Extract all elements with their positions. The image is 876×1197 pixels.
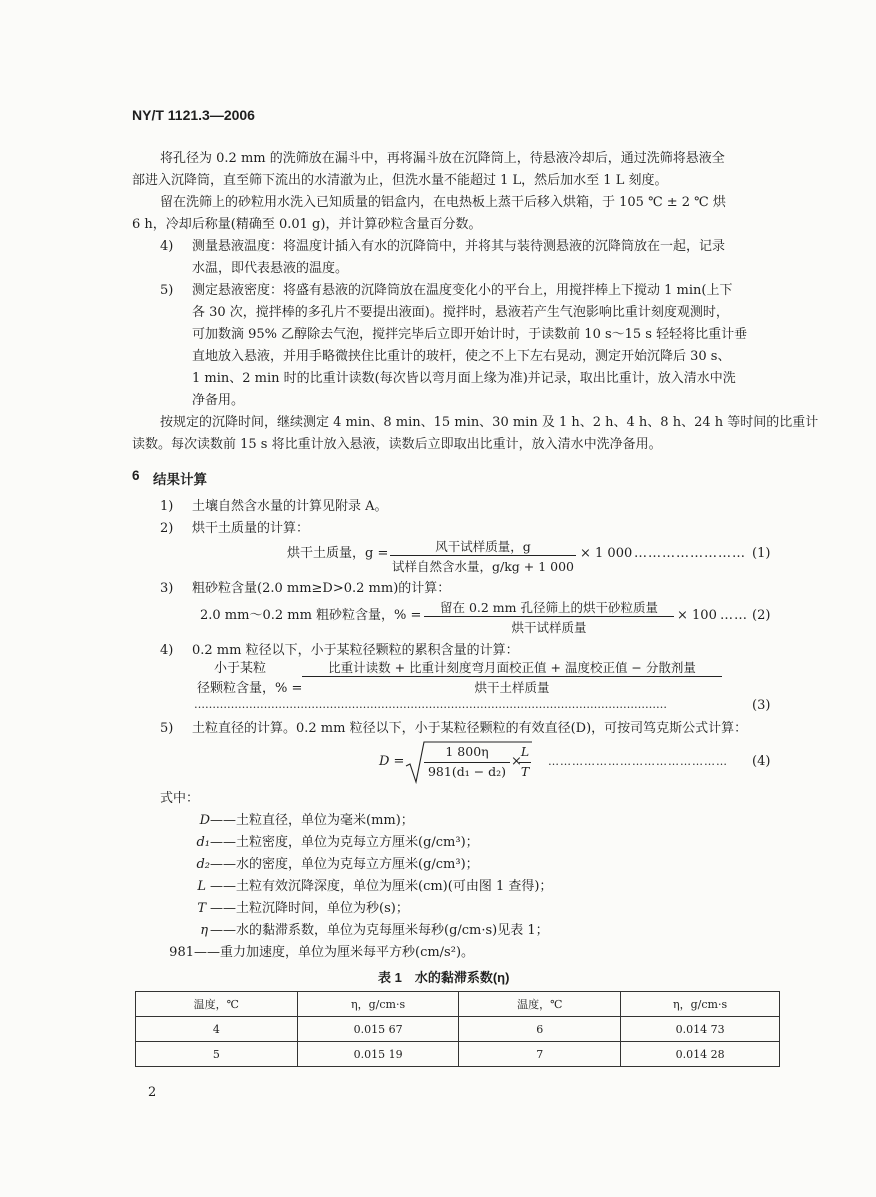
step4-number: 4) [160,239,174,254]
para3-line1: 按规定的沉降时间，继续测定 4 min、8 min、15 min、30 min 及 1 h、2 h、4 h、8 h、24 h 等时间的比重计 [160,415,819,430]
para2-line2: 6 h，冷却后称量(精确至 0.01 g)，并计算砂粒含量百分数。 [132,217,482,232]
table-row [136,1042,780,1067]
para2-line1: 留在洗筛上的砂粒用水洗入已知质量的铝盒内，在电热板上蒸干后移入烘箱，于 105 ℃ ± 2 ℃ 烘 [160,195,726,210]
where-title: 式中： [160,791,200,806]
eq1-fraction-bar [390,555,576,556]
eq3-numerator: 比重计读数 + 比重计刻度弯月面校正值 + 温度校正值 − 分散剂量 [328,660,696,675]
eq1-leader-dots: …………………… [634,546,746,561]
table-header-cell: η，g/cm·s [297,992,459,1017]
table-row [136,1017,780,1042]
def-text: ——土粒沉降时间，单位为秒(s)； [210,901,409,916]
def-symbol: d₁ [196,835,210,850]
def-symbol: D [199,813,210,828]
step4-line2: 水温，即代表悬液的温度。 [192,261,349,276]
table-caption: 表 1 水的黏滞系数(η) [378,970,510,985]
eq2-label: (2) [752,608,771,623]
eq3-lhs-line2: 径颗粒含量，% = [197,681,303,696]
eq4-fraction-bar [424,762,510,763]
step5-line5: 1 min、2 min 时的比重计读数(每次皆以弯月面上缘为准)并记录，取出比重计，放入清水中洗 [192,371,736,386]
table-header-cell: 温度，℃ [136,992,298,1017]
def-text: ——土粒有效沉降深度，单位为厘米(cm)(可由图 1 查得)； [210,879,553,894]
step5-line2: 各 30 次，搅拌棒的多孔片不要提出液面)。搅拌时，悬液若产生气泡影响比重计刻度观测时， [192,305,729,320]
standard-number: NY/T 1121.3—2006 [132,107,255,123]
eq4-numerator: 1 800η [445,744,489,759]
eq4-label: (4) [752,754,771,769]
item1-number: 1) [160,499,174,514]
eq3-fraction-bar [302,676,722,677]
def-symbol: T [197,901,206,916]
def-symbol: η [200,923,208,938]
step5-line1: 测定悬液密度：将盛有悬液的沉降筒放在温度变化小的平台上，用搅拌棒上下搅动 1 min(上下 [192,283,733,298]
item2-number: 2) [160,521,174,536]
table-header-cell: 温度，℃ [459,992,621,1017]
para1-line2: 部进入沉降筒，直至筛下流出的水清澈为止，但洗水量不能超过 1 L，然后加水至 1 L 刻度。 [132,173,668,188]
eq4-leader-dots: ……………………………………… [548,755,728,768]
item1-text: 土壤自然含水量的计算见附录 A。 [192,499,388,514]
eq4-lhs: D = [379,754,405,769]
item4-text: 0.2 mm 粒径以下，小于某粒径颗粒的累积含量的计算： [192,643,519,658]
eq1-tail: × 1 000 [580,546,633,561]
def-text: ——土粒直径，单位为毫米(mm)； [210,813,414,828]
viscosity-table [135,991,780,1067]
eq1-lhs: 烘干土质量，g = [287,546,389,561]
section-number: 6 [132,468,140,483]
para1-line1: 将孔径为 0.2 mm 的洗筛放在漏斗中，再将漏斗放在沉降筒上，待悬液冷却后，通过洗筛将悬液全 [160,151,725,166]
def-symbol: d₂ [196,857,210,872]
item5-number: 5) [160,721,174,736]
eq3-label: (3) [752,698,771,713]
eq2-fraction-bar [424,616,674,617]
table-header-row [136,992,780,1017]
section-title: 结果计算 [153,472,207,487]
eq4-l-numerator: L [520,744,530,759]
item3-number: 3) [160,581,174,596]
eq2-denominator: 烘干试样质量 [511,620,587,635]
para3-line2: 读数。每次读数前 15 s 将比重计放入悬液，读数后立即取出比重计，放入清水中洗净备用。 [132,437,662,452]
table-cell: 0.014 73 [621,1017,780,1042]
eq4-denominator: 981(d₁ − d₂) [427,764,507,779]
eq1-label: (1) [752,546,771,561]
def-symbol: 981 [169,945,194,960]
step5-line6: 净备用。 [192,393,245,408]
def-text: ——水的密度，单位为克每立方厘米(g/cm³)； [210,857,479,872]
table-cell: 5 [136,1042,298,1067]
table-cell: 7 [459,1042,621,1067]
eq3-leader-dots: ………………………………………………………………………………………………………………… [194,698,667,711]
eq3-denominator: 烘干土样质量 [474,680,550,695]
def-text: ——土粒密度，单位为克每立方厘米(g/cm³)； [210,835,479,850]
step5-number: 5) [160,283,174,298]
page-number: 2 [148,1085,157,1100]
eq2-leader-dots: …… [720,608,748,623]
eq3-lhs-line1: 小于某粒 [214,661,267,676]
eq2-lhs: 2.0 mm～0.2 mm 粗砂粒含量，% = [200,608,422,623]
eq4-t-denominator: T [520,764,530,779]
eq2-numerator: 留在 0.2 mm 孔径筛上的烘干砂粒质量 [439,600,658,615]
item3-text: 粗砂粒含量(2.0 mm≥D>0.2 mm)的计算： [192,581,451,596]
def-text: ——水的黏滞系数，单位为克每厘米每秒(g/cm·s)见表 1； [210,923,549,938]
eq4-times: × [511,754,522,769]
table-cell: 0.014 28 [621,1042,780,1067]
item5-text: 土粒直径的计算。0.2 mm 粒径以下，小于某粒径颗粒的有效直径(D)，可按司笃克斯公式计算： [192,721,748,736]
table-cell: 6 [459,1017,621,1042]
eq1-denominator: 试样自然含水量，g/kg + 1 000 [392,559,574,574]
item4-number: 4) [160,643,174,658]
eq4-l-fraction-bar [519,762,531,763]
table-cell: 4 [136,1017,298,1042]
table-header-cell: η，g/cm·s [621,992,780,1017]
item2-text: 烘干土质量的计算： [192,521,310,536]
step5-line4: 直地放入悬液，并用手略微挟住比重计的玻杆，使之不上下左右晃动，测定开始沉降后 30 s、 [192,349,731,364]
step4-line1: 测量悬液温度：将温度计插入有水的沉降筒中，并将其与装待测悬液的沉降筒放在一起，记录 [192,239,726,254]
eq1-numerator: 风干试样质量，g [435,539,531,554]
step5-line3: 可加数滴 95% 乙醇除去气泡，搅拌完毕后立即开始计时，于读数前 10 s～15 s 轻轻将比重计垂 [192,327,748,342]
eq2-tail: × 100 [677,608,717,623]
table-cell: 0.015 67 [297,1017,459,1042]
def-text: ——重力加速度，单位为厘米每平方秒(cm/s²)。 [194,945,475,960]
def-symbol: L [197,879,206,894]
table-cell: 0.015 19 [297,1042,459,1067]
